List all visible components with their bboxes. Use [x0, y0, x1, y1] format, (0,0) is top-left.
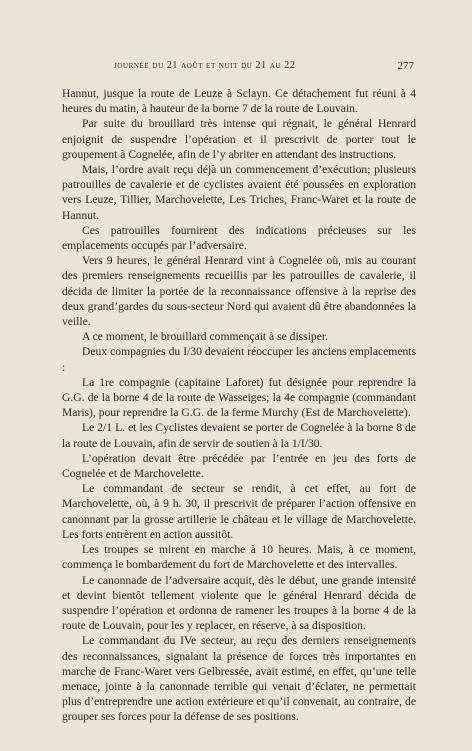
- paragraph: Ces patrouilles fournirent des indications précieuses sur les emplacements occupés par l’adversaire.: [62, 223, 416, 253]
- paragraph: La 1re compagnie (capitaine Laforet) fut désignée pour reprendre la G.G. de la borne 4 de la route de Wasseiges; la 4e compagnie (commandant Maris), pour reprendre la G.G. de la ferme Murchy (Est de Marchovelette).: [62, 375, 416, 420]
- running-head: journée du 21 août et nuit du 21 au 22: [114, 60, 296, 71]
- paragraph: Par suite du brouillard très intense qui régnait, le général Henrard enjoignit de suspendre l’opération et il prescrivit de porter tout le groupement à Cognelée, afin de l’y abriter en attendant des instructions.: [62, 117, 416, 161]
- paragraph: Le canonnade de l’adversaire acquit, dès le début, une grande intensité et devint bientôt tellement violente que le général Henrard décida de suspendre l’opération et ordonna de ramener les troupes à la borne 4 de la route de Louvain, pour les y replacer, en réserve, à sa disposition.: [62, 573, 416, 633]
- paragraph: Mais, l’ordre avait reçu déjà un commencement d’exécution; plusieurs patrouilles de cavalerie et de cyclistes avaient été poussées en exploration vers Leuze, Tillier, Marchovelette, Les Triches, Franc-Waret et la route de Hannut.: [62, 163, 416, 222]
- body-text: [62, 86, 416, 725]
- paragraph: L’opération devait être précédée par l’entrée en jeu des forts de Cognelée et de Marchovelette.: [62, 451, 416, 481]
- paragraph: Le commandant de secteur se rendit, à cet effet, au fort de Marchovelette, où, à 9 h. 30, il prescrivit de préparer l’action offensive en canonnant par la grosse artillerie le château et le village de Marchovelette. Les forts entrèrent en action aussitôt.: [62, 482, 416, 541]
- paragraph: Hannut, jusque la route de Leuze à Sclayn. Ce détachement fut réuni à 4 heures du matin, à hauteur de la borne 7 de la route de Louvain.: [62, 87, 416, 116]
- paragraph: Vers 9 heures, le général Henrard vint à Cognelée où, mis au courant des premiers renseignements recueillis par les patrouilles de cavalerie, il décida de limiter la portée de la reconnaissance offensive à la reprise des deux grand’gardes du sous-secteur Nord qui avaient dû être abandonnées la veille.: [62, 254, 416, 329]
- page-number: 277: [397, 60, 414, 72]
- paragraph: Les troupes se mirent en marche à 10 heures. Mais, à ce moment, commença le bombardement du fort de Marchovelette et des intervalles.: [62, 543, 416, 572]
- paragraph: A ce moment, le brouillard commençait à se dissiper.: [82, 330, 328, 344]
- paragraph: Le 2/1 L. et les Cyclistes devaient se porter de Cognelée à la borne 8 de la route de Louvain, afin de servir de soutien à la 1/I/30.: [62, 421, 416, 450]
- paragraph: Le commandant du IVe secteur, au reçu des derniers renseignements des reconnaissances, signalant la présence de forces très importantes en marche de Franc-Waret vers Gelbressée, avait estimé, en effet, qu’une telle menace, jointe à la canonnade terrible qui venait d’éclater, ne permettait plus d’entreprendre une action extérieure et qu’il convenait, au contraire, de grouper ses forces pour la défense de ses positions.: [62, 634, 416, 724]
- paragraph: Deux compagnies du I/30 devaient réoccuper les anciens emplacements :: [62, 345, 416, 374]
- page-header: [62, 60, 414, 76]
